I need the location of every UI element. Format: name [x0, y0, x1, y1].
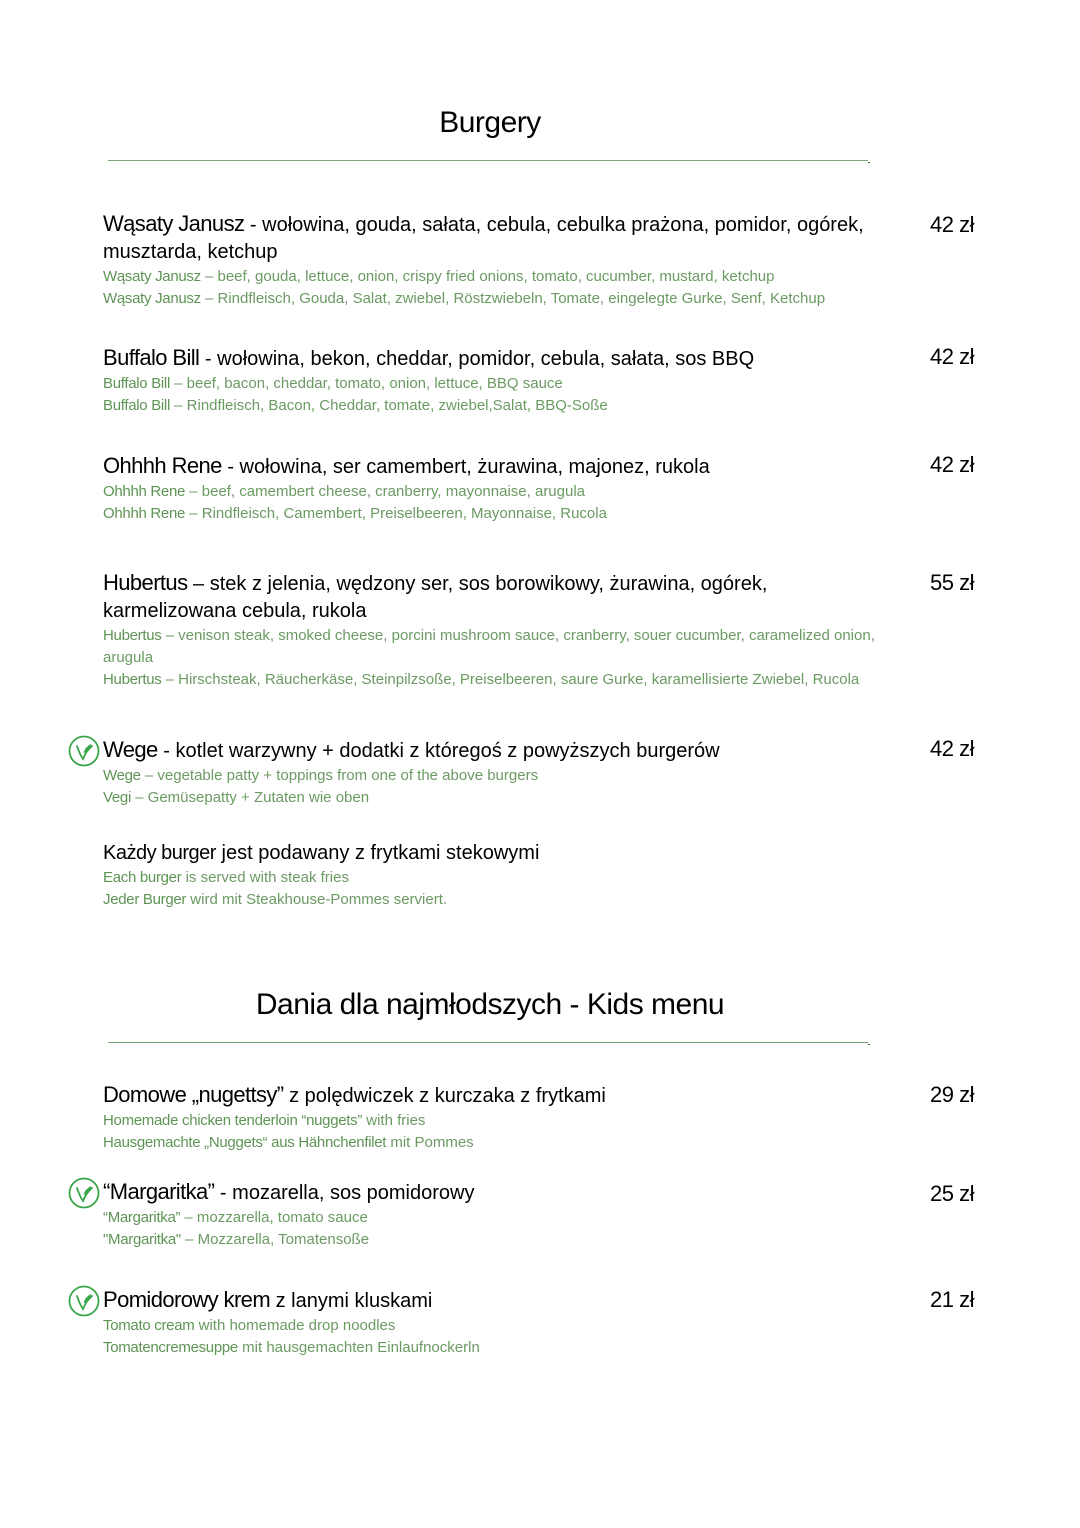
leaf-circle-icon [68, 1177, 100, 1209]
kids-title: Dania dla najmłodszych - Kids menu [255, 988, 725, 1021]
item-german: Tomatencremesuppe mit hausgemachten Einlaufnockerln [103, 1339, 480, 1356]
item-english: Ohhhh Rene – beef, camembert cheese, cranberry, mayonnaise, arugula [103, 483, 586, 500]
item-name: Wege [103, 737, 158, 762]
item-description: z polędwiczek z kurczaka z frytkami [289, 1085, 606, 1107]
item-price: 42 zł [930, 212, 974, 237]
item-english: Hubertus – venison steak, smoked cheese, porcini mushroom sauce, cranberry, souer cucumber, caramelized onion, arugula [103, 627, 875, 666]
item-english: “Margaritka” – mozzarella, tomato sauce [103, 1209, 368, 1226]
menu-item-pomidorowy-krem [103, 1286, 893, 1359]
item-price: 25 zł [930, 1181, 974, 1206]
menu-item-hubertus: Hubertus – stek z jelenia, wędzony ser, sos borowikowy, żurawina, ogórek, karmelizowana cebula, rukola Hubertus – venison steak, smoked cheese, porcini mushroom sauce, cranberry, souer cucumber, caramelized onion, arugula Hubertus – Hirschsteak, Räucherkäse, Steinpilzsoße, Preiselbeeren, saure Gurke, karamellisierte Zwiebel, Rucola [103, 569, 893, 691]
menu-item-wege: Wege - kotlet warzywny + dodatki z któregoś z powyższych burgerów Wege – vegetable patty + toppings from one of the above burgers Vegi – Gemüsepatty + Zutaten wie oben [103, 736, 893, 809]
item-price: 55 zł [930, 570, 974, 595]
item-english: Wege – vegetable patty + toppings from one of the above burgers [103, 767, 539, 784]
item-english: Wąsaty Janusz – beef, gouda, lettuce, onion, crispy fried onions, tomato, cucumber, mustard, ketchup [103, 268, 775, 285]
item-german: Wąsaty Janusz – Rindfleisch, Gouda, Salat, zwiebel, Röstzwiebeln, Tomate, eingelegte Gurke, Senf, Ketchup [103, 290, 826, 307]
item-name: “Margaritka” [103, 1179, 215, 1204]
item-description: kotlet warzywny + dodatki z któregoś z powyższych burgerów [175, 740, 720, 762]
item-price: 42 zł [930, 344, 974, 369]
item-description: wołowina, bekon, cheddar, pomidor, cebula, sałata, sos BBQ [217, 348, 755, 370]
item-english: Tomato cream with homemade drop noodles [103, 1317, 396, 1334]
burgers-note: Każdy burger jest podawany z frytkami stekowymi Each burger is served with steak fries Jeder Burger wird mit Steakhouse-Pommes serviert. [103, 840, 893, 911]
menu-item-ohhhh-rene: Ohhhh Rene - wołowina, ser camembert, żurawina, majonez, rukola Ohhhh Rene – beef, camembert cheese, cranberry, mayonnaise, arugula Ohhhh Rene – Rindfleisch, Camembert, Preiselbeeren, Mayonnaise, Rucola [103, 452, 893, 525]
item-german: Hausgemachte „Nuggets“ aus Hähnchenfilet mit Pommes [103, 1134, 474, 1151]
menu-item-buffalo-bill: Buffalo Bill - wołowina, bekon, cheddar, pomidor, cebula, sałata, sos BBQ Buffalo Bill – beef, bacon, cheddar, tomato, onion, lettuce, BBQ sauce Buffalo Bill – Rindfleisch, Bacon, Cheddar, tomate, zwiebel,Salat, BBQ-Soße [103, 344, 893, 417]
menu-item-wasaty-janusz: Wąsaty Janusz - wołowina, gouda, sałata, cebula, cebulka prażona, pomidor, ogórek, musztarda, ketchup Wąsaty Janusz – beef, gouda, lettuce, onion, crispy fried onions, tomato, cucumber, mustard, ketchup Wąsaty Janusz – Rindfleisch, Gouda, Salat, zwiebel, Röstzwiebeln, Tomate, eingelegte Gurke, Senf, Ketchup [103, 210, 893, 310]
item-name: Ohhhh Rene [103, 453, 222, 478]
item-description: mozarella, sos pomidorowy [232, 1182, 475, 1204]
leaf-circle-icon [68, 1285, 100, 1317]
item-german: Vegi – Gemüsepatty + Zutaten wie oben [103, 789, 370, 806]
item-name: Hubertus [103, 570, 188, 595]
leaf-circle-icon [68, 735, 100, 767]
item-price: 21 zł [930, 1287, 974, 1312]
item-name: Domowe „nugettsy” [103, 1082, 284, 1107]
burgers-title: Burgery [439, 106, 541, 139]
item-german: Hubertus – Hirschsteak, Räucherkäse, Steinpilzsoße, Preiselbeeren, saure Gurke, karamellisierte Zwiebel, Rucola [103, 671, 860, 688]
item-description: wołowina, gouda, sałata, cebula, cebulka prażona, pomidor, ogórek, musztarda, ketchup [103, 214, 864, 263]
kids-divider [108, 1042, 868, 1043]
item-german: Buffalo Bill – Rindfleisch, Bacon, Cheddar, tomate, zwiebel,Salat, BBQ-Soße [103, 397, 608, 414]
item-description: z lanymi kluskami [275, 1290, 433, 1312]
item-price: 29 zł [930, 1082, 974, 1107]
item-english: Homemade chicken tenderloin “nuggets” with fries [103, 1112, 426, 1129]
item-description: wołowina, ser camembert, żurawina, majonez, rukola [239, 456, 710, 478]
note-german: Jeder Burger wird mit Steakhouse-Pommes serviert. [103, 891, 448, 908]
item-german: "Margaritka" – Mozzarella, Tomatensoße [103, 1231, 370, 1248]
item-price: 42 zł [930, 736, 974, 761]
item-description: stek z jelenia, wędzony ser, sos borowikowy, żurawina, ogórek, karmelizowana cebula, rukola [103, 573, 768, 622]
item-name: Pomidorowy krem [103, 1287, 271, 1312]
menu-item-margaritka: “Margaritka” - mozarella, sos pomidorowy “Margaritka” – mozzarella, tomato sauce "Margaritka" – Mozzarella, Tomatensoße [103, 1178, 893, 1251]
item-name: Buffalo Bill [103, 345, 200, 370]
menu-item-nuggets [103, 1081, 893, 1154]
burgers-divider [108, 160, 868, 161]
item-english: Buffalo Bill – beef, bacon, cheddar, tomato, onion, lettuce, BBQ sauce [103, 375, 563, 392]
item-german: Ohhhh Rene – Rindfleisch, Camembert, Preiselbeeren, Mayonnaise, Rucola [103, 505, 607, 522]
item-price: 42 zł [930, 452, 974, 477]
item-name: Wąsaty Janusz [103, 211, 245, 236]
note-english: Each burger is served with steak fries [103, 869, 349, 886]
